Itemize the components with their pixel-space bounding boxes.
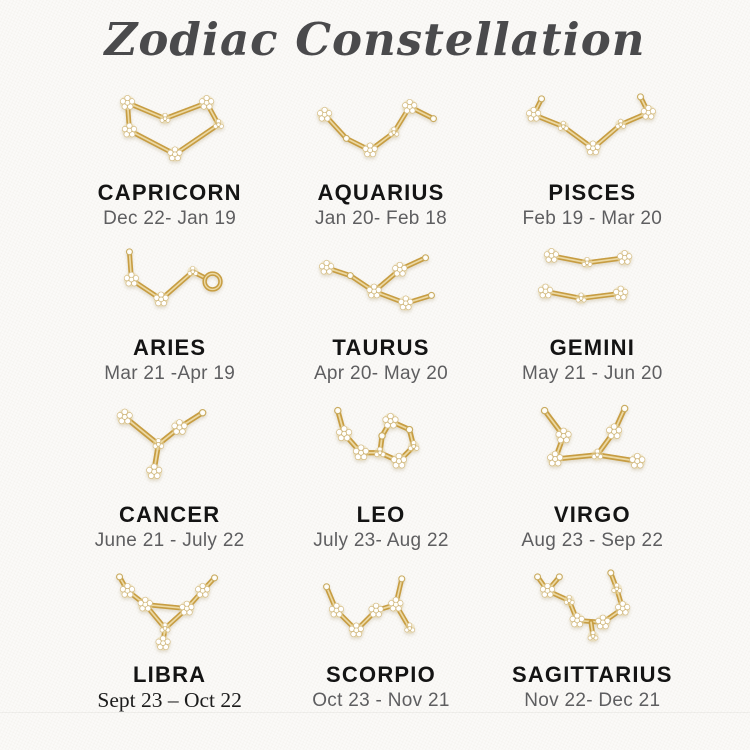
sign-name: PISCES: [548, 180, 637, 205]
sign-dates: Dec 22- Jan 19: [103, 208, 237, 229]
zodiac-cell-cancer: [64, 388, 275, 555]
zodiac-cell-taurus: [275, 233, 486, 388]
sign-dates: Apr 20- May 20: [313, 363, 449, 384]
zodiac-cell-libra: [64, 555, 275, 715]
sign-dates: May 21 - Jun 20: [521, 363, 663, 384]
scorpio-constellation-charm: [302, 565, 460, 659]
sign-name: LIBRA: [133, 662, 207, 687]
zodiac-cell-pisces: [487, 78, 698, 233]
libra-constellation-charm: [91, 565, 249, 659]
gemini-constellation-charm: [513, 238, 671, 332]
aquarius-constellation-charm: [302, 83, 460, 177]
page-header: [0, 0, 750, 78]
virgo-constellation-charm: [513, 397, 671, 499]
zodiac-cell-gemini: [487, 233, 698, 388]
zodiac-cell-aries: [64, 233, 275, 388]
page-title: Zodiac Constellation: [104, 13, 646, 66]
sign-dates: Oct 23 - Nov 21: [312, 690, 450, 711]
sign-name: ARIES: [133, 335, 207, 360]
cancer-constellation-charm: [91, 397, 249, 499]
constellation-grid: [0, 78, 750, 715]
sign-name: AQUARIUS: [317, 180, 445, 205]
sign-dates: Mar 21 -Apr 19: [104, 363, 236, 384]
sign-name: GEMINI: [549, 335, 636, 360]
sign-dates: Jan 20- Feb 18: [314, 208, 447, 229]
leo-constellation-charm: [302, 397, 460, 499]
photo-bottom-edge: [0, 712, 750, 713]
sign-dates: Sept 23 – Oct 22: [97, 688, 242, 712]
sagittarius-constellation-charm: [513, 565, 671, 659]
zodiac-cell-capricorn: [64, 78, 275, 233]
sign-dates: Aug 23 - Sep 22: [521, 530, 664, 551]
sign-name: CAPRICORN: [97, 180, 242, 205]
sign-dates: Feb 19 - Mar 20: [522, 208, 663, 229]
sign-name: VIRGO: [553, 502, 631, 527]
sign-name: SAGITTARIUS: [511, 662, 673, 687]
zodiac-cell-aquarius: [275, 78, 486, 233]
capricorn-constellation-charm: [91, 83, 249, 177]
zodiac-cell-sagittarius: [487, 555, 698, 715]
aries-constellation-charm: [91, 238, 249, 332]
zodiac-cell-scorpio: [275, 555, 486, 715]
sign-name: SCORPIO: [326, 662, 436, 687]
zodiac-cell-leo: [275, 388, 486, 555]
sign-name: CANCER: [119, 502, 221, 527]
taurus-constellation-charm: [302, 238, 460, 332]
sign-name: TAURUS: [332, 335, 430, 360]
sign-dates: July 23- Aug 22: [313, 530, 449, 551]
pisces-constellation-charm: [513, 83, 671, 177]
sign-dates: Nov 22- Dec 21: [524, 690, 661, 711]
sign-dates: June 21 - July 22: [94, 530, 245, 551]
zodiac-cell-virgo: [487, 388, 698, 555]
sign-name: LEO: [356, 502, 406, 527]
